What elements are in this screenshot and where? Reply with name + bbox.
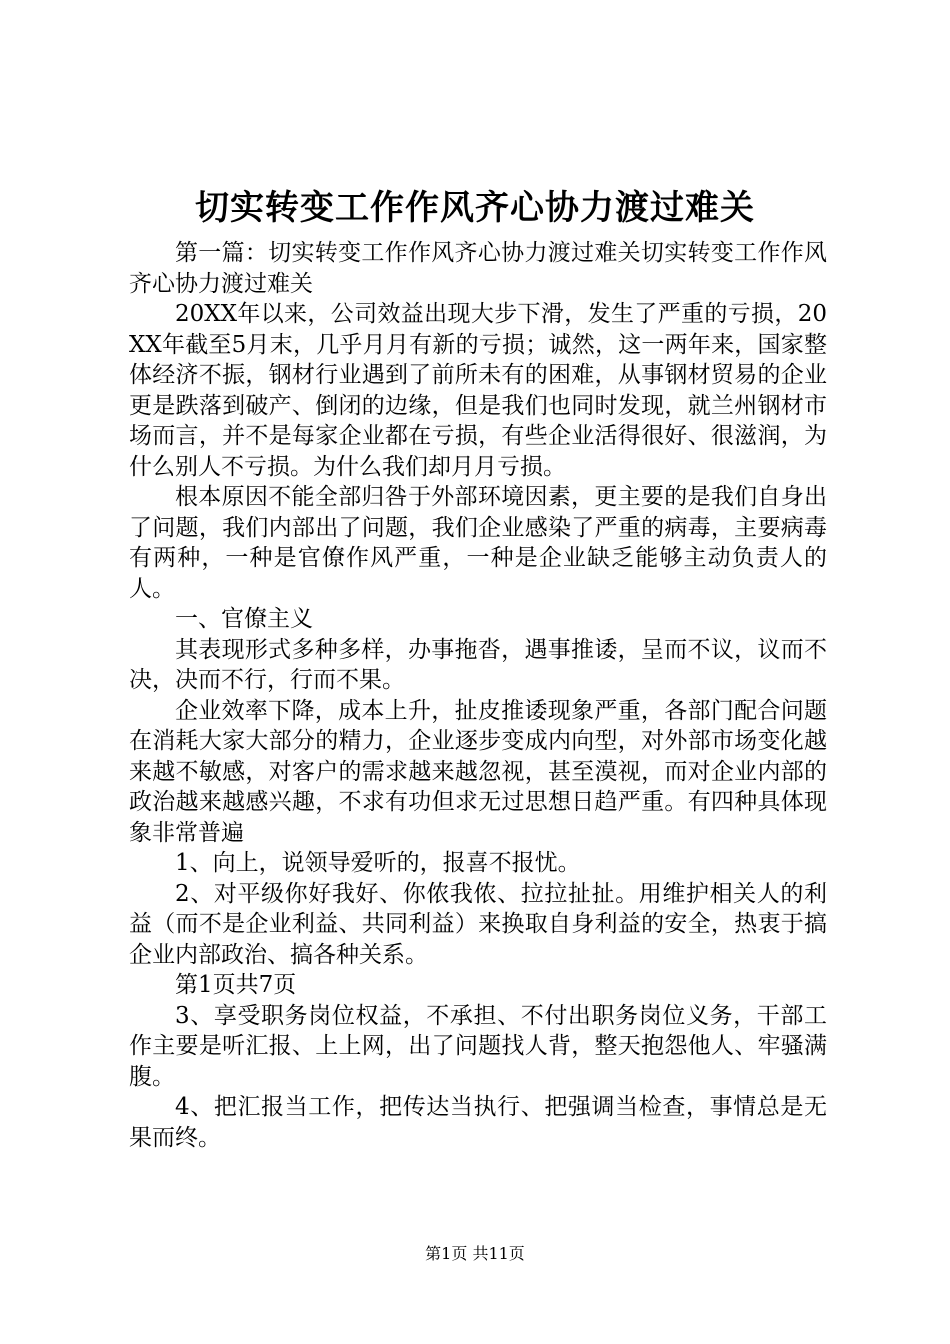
paragraph: 第一篇：切实转变工作作风齐心协力渡过难关切实转变工作作风齐心协力渡过难关 (129, 240, 827, 297)
paragraph: 企业效率下降，成本上升，扯皮推诿现象严重，各部门配合问题在消耗大家大部分的精力，企业逐步变成内向型，对外部市场变化越来越不敏感，对客户的需求越来越忽视，甚至漠视，而对企业内部的政治越来越感兴趣，不求有功但求无过思想日趋严重。有四种具体现象非常普遍 (129, 697, 827, 846)
paragraph: 根本原因不能全部归咎于外部环境因素，更主要的是我们自身出了问题，我们内部出了问题，我们企业感染了严重的病毒，主要病毒有两种，一种是官僚作风严重，一种是企业缺乏能够主动负责人的人。 (129, 484, 827, 602)
page-footer: 第1页 共11页 (425, 1244, 525, 1263)
list-item: 1、向上，说领导爱听的，报喜不报忧。 (175, 850, 581, 876)
list-item: 3、享受职务岗位权益，不承担、不付出职务岗位义务，干部工作主要是听汇报、上上网，出了问题找人背，整天抱怨他人、牢骚满腹。 (129, 1002, 827, 1090)
paragraph: 其表现形式多种多样，办事拖沓，遇事推诿，呈而不议，议而不决，决而不行，行而不果。 (129, 636, 827, 693)
list-item: 2、对平级你好我好、你侬我侬、拉拉扯扯。用维护相关人的利益（而不是企业利益、共同利益）来换取自身利益的安全，热衷于搞企业内部政治、搞各种关系。 (129, 880, 827, 968)
inline-page-marker: 第1页共7页 (175, 972, 297, 998)
document-body (129, 238, 827, 1153)
document-title: 切实转变工作作风齐心协力渡过难关 (195, 188, 755, 228)
list-item: 4、把汇报当工作，把传达当执行、把强调当检查，事情总是无果而终。 (129, 1094, 827, 1151)
section-heading: 一、官僚主义 (175, 606, 313, 632)
paragraph: 20XX年以来，公司效益出现大步下滑，发生了严重的亏损，20XX年截至5月末，几乎月月有新的亏损；诚然，这一两年来，国家整体经济不振，钢材行业遇到了前所未有的困难，从事钢材贸易的企业更是跌落到破产、倒闭的边缘，但是我们也同时发现，就兰州钢材市场而言，并不是每家企业都在亏损，有些企业活得很好、很滋润，为什么别人不亏损。为什么我们却月月亏损。 (129, 301, 827, 480)
